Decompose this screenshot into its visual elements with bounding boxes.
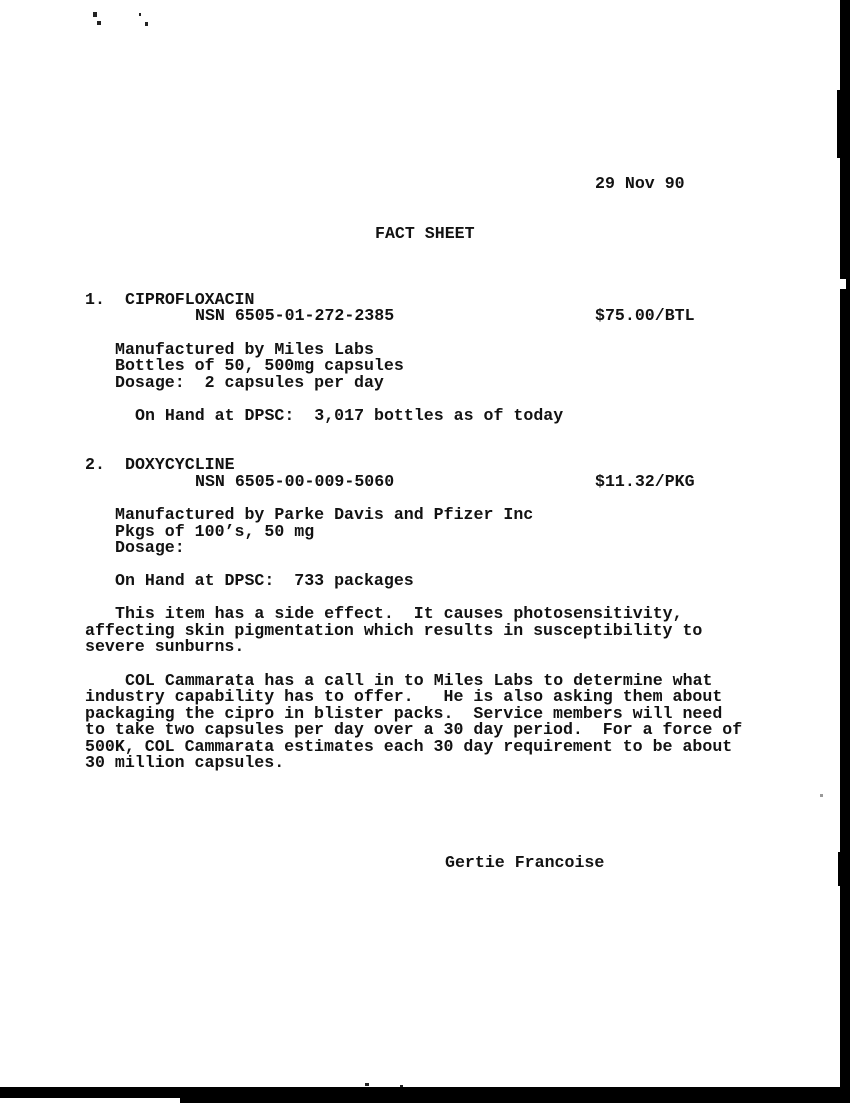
document-title: FACT SHEET <box>375 224 475 243</box>
cammarata-paragraph-line: to take two capsules per day over a 30 day period. For a force of <box>85 720 743 739</box>
scan-edge-bottom-gap <box>0 1098 180 1103</box>
item2-dosage: Dosage: <box>115 538 185 557</box>
item2-name: DOXYCYCLINE <box>125 455 235 474</box>
item1-number: 1. <box>85 290 105 309</box>
scan-edge-right-nub <box>837 90 840 158</box>
cammarata-paragraph-line: industry capability has to offer. He is also asking them about <box>85 687 723 706</box>
scan-speck <box>820 794 823 797</box>
item1-manufacturer: Manufactured by Miles Labs <box>115 340 374 359</box>
scan-edge-right-notch <box>840 279 846 289</box>
item1-name: CIPROFLOXACIN <box>125 290 255 309</box>
scan-speck <box>365 1083 369 1086</box>
item2-number: 2. <box>85 455 105 474</box>
item1-on-hand: On Hand at DPSC: 3,017 bottles as of today <box>135 406 564 425</box>
document-date: 29 Nov 90 <box>595 174 685 193</box>
signature-name: Gertie Francoise <box>445 853 605 872</box>
side-effect-paragraph-line: severe sunburns. <box>85 637 245 656</box>
scan-speck <box>97 21 101 25</box>
item2-nsn: NSN 6505-00-009-5060 <box>195 472 395 491</box>
item1-nsn: NSN 6505-01-272-2385 <box>195 306 395 325</box>
scan-speck <box>139 13 141 16</box>
scan-edge-right <box>840 0 850 1092</box>
scan-speck <box>93 12 97 17</box>
side-effect-paragraph-line: This item has a side effect. It causes photosensitivity, <box>115 604 683 623</box>
item2-packaging: Pkgs of 100’s, 50 mg <box>115 522 315 541</box>
side-effect-paragraph-line: affecting skin pigmentation which results in susceptibility to <box>85 621 703 640</box>
scan-edge-right-nub <box>838 852 840 886</box>
cammarata-paragraph-line: 30 million capsules. <box>85 753 285 772</box>
item2-manufacturer: Manufactured by Parke Davis and Pfizer Inc <box>115 505 534 524</box>
cammarata-paragraph-line: packaging the cipro in blister packs. Service members will need <box>85 704 723 723</box>
item1-dosage: Dosage: 2 capsules per day <box>115 373 384 392</box>
cammarata-paragraph-line: COL Cammarata has a call in to Miles Labs to determine what <box>125 671 713 690</box>
scan-speck <box>145 22 148 26</box>
item1-packaging: Bottles of 50, 500mg capsules <box>115 356 404 375</box>
item2-on-hand: On Hand at DPSC: 733 packages <box>115 571 414 590</box>
item1-price: $75.00/BTL <box>595 306 695 325</box>
item2-price: $11.32/PKG <box>595 472 695 491</box>
cammarata-paragraph-line: 500K, COL Cammarata estimates each 30 day requirement to be about <box>85 737 733 756</box>
